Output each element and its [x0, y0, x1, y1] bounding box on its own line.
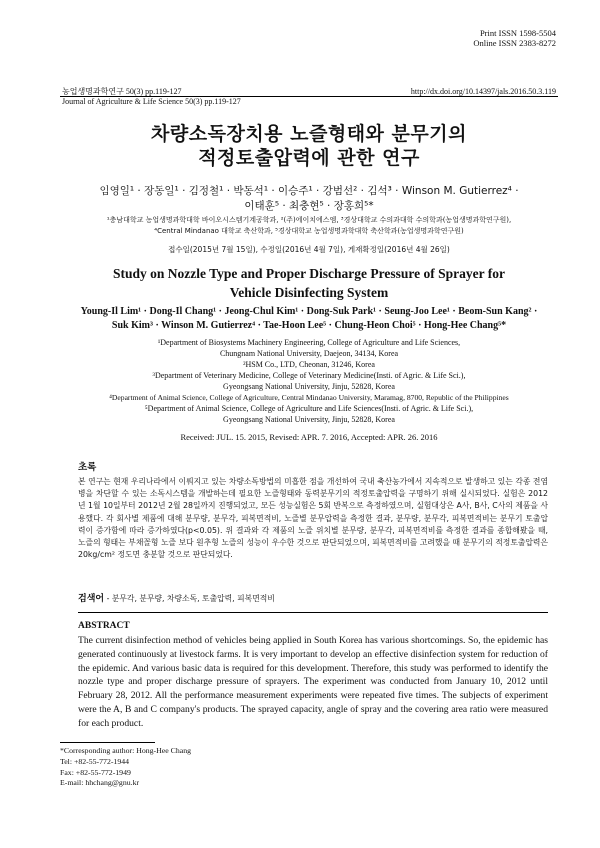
online-issn: Online ISSN 2383-8272: [473, 38, 556, 48]
korean-affiliation-line1: ¹충남대학교 농업생명과학대학 바이오시스템기계공학과, ²(주)에이치에스엠, ³경상대학교 수의과대학 수의학과(농업생명과학연구원),: [106, 216, 512, 224]
english-authors-line1: Young-Il Lim¹ · Dong-Il Chang¹ · Jeong-Chul Kim¹ · Dong-Suk Park¹ · Seung-Joo Lee¹ · Beom-Sun Kang² ·: [80, 306, 538, 317]
abstract-body: The current disinfection method of vehicles being applied in South Korea has various shortcomings. So, the epidemic has generated continuously at livestock farms. It is very important to develop an effective disinfection system for reduction of the epidemic. And various basic data is required for this development. Therefore, this study was performed to identify the nozzle type and proper discharge pressure of sprayers. The experiment was conducted from January 10, 2012 until February 28, 2012. All the performance measurement experiments were repeated five times. The subjects of experiment were the A, B and C company's products. The sprayed capacity, angle of spray and the covering area ratio were measured for each product.: [78, 635, 548, 729]
korean-title-line1: 차량소독장치용 노즐형태와 분무기의: [151, 123, 467, 145]
korean-keywords-list: - 분무각, 분무량, 차량소독, 토출압력, 피복면적비: [106, 594, 275, 603]
english-affiliation-4: ⁴Department of Animal Science, College of Agriculture, Central Mindanao University, Maramag, 8700, Republic of the Philippines: [109, 393, 509, 402]
corresponding-tel: Tel: +82-55-772-1944: [60, 756, 130, 766]
korean-keywords: [78, 591, 548, 604]
english-affiliation-5a: ⁵Department of Animal Science, College of Agriculture and Life Sciences(Insti. of Agric. & Life Sci.),: [144, 404, 474, 413]
english-title-line1: Study on Nozzle Type and Proper Discharge Pressure of Sprayer for: [113, 266, 505, 281]
corresponding-footnote: [60, 746, 191, 789]
doi-link[interactable]: http://dx.doi.org/10.14397/jals.2016.50.3.119: [410, 87, 556, 96]
journal-citation-ko: 농업생명과학연구 50(3) pp.119-127: [62, 87, 182, 96]
corresponding-author: *Corresponding author: Hong-Hee Chang: [60, 746, 192, 755]
korean-title: [60, 122, 558, 170]
abstract-heading: ABSTRACT: [78, 621, 130, 631]
korean-abstract-body: 본 연구는 현재 우리나라에서 이뤄지고 있는 차량소독방법의 미흡한 점을 개선하여 국내 축산농가에서 지속적으로 발생하고 있는 각종 전염병을 차단할 수 있는 소독시스템을 개발하는데 필요한 노즐형태와 동력분무기의 적정토출압력을 구명하기 위해 실시되었다. 실험은 2012년 1월 10일부터 2012년 2월 28일까지 진행되었고, 모든 성능실험은 5회 반복으로 측정하였으며, 실험대상은 A사, B사, C사의 제품을 사용했다. 각 회사별 제품에 대해 분무량, 분무각, 피복면적비, 노즐별 분무압력을 측정한 결과, 분무량, 분무각, 피복면적비는 분무기 토출압력이 증가함에 따라 증가하였다(p<0.05). 위 결과와 각 제품의 노즐 위치별 분무량, 분무각, 피복면적비를 측정한 결과를 종합해봤을 때, 노즐의 형태는 부채꼴형 노즐 보다 원추형 노즐의 성능이 우수한 것으로 판단되었으며, 피복면적비를 고려했을 때 분무기의 적정토출압력은 20kg/cm² 정도면 충분할 것으로 판단되었다.: [78, 477, 548, 560]
english-affiliation-1b: Chungnam National University, Daejeon, 34134, Korea: [219, 349, 399, 358]
corresponding-fax: Fax: +82-55-772-1949: [60, 767, 131, 777]
korean-authors-line2: 이태훈⁵ · 최충현⁵ · 장홍희⁵*: [244, 200, 374, 212]
header-divider: [60, 96, 558, 97]
english-affiliation-3a: ³Department of Veterinary Medicine, College of Veterinary Medicine(Insti. of Agric. & Life Sci.),: [152, 371, 466, 380]
section-divider: [78, 612, 548, 613]
korean-authors-line1: 임영일¹ · 장동일¹ · 김정철¹ · 박동석¹ · 이승주¹ · 강범선² · 김석³ · Winson M. Gutierrez⁴ ·: [99, 185, 519, 197]
journal-citation: [62, 87, 241, 107]
korean-affiliation-line2: ⁴Central Mindanao 대학교 축산학과, ⁵경상대학교 농업생명과학대학 축산학과(농업생명과학연구원): [154, 227, 464, 235]
english-title: [60, 264, 558, 302]
korean-keywords-label: 검색어: [78, 594, 105, 604]
english-title-line2: Vehicle Disinfecting System: [229, 285, 389, 300]
korean-abstract-heading: 초록: [78, 462, 97, 473]
journal-citation-en: Journal of Agriculture & Life Science 50(3) pp.119-127: [62, 97, 241, 106]
english-authors-line2: Suk Kim³ · Winson M. Gutierrez⁴ · Tae-Hoon Lee⁵ · Chung-Heon Choi⁵ · Hong-Hee Chang⁵*: [111, 320, 507, 331]
english-dates: Received: JUL. 15. 2015, Revised: APR. 7. 2016, Accepted: APR. 26. 2016: [180, 432, 438, 442]
footnote-divider: [60, 742, 155, 743]
print-issn: Print ISSN 1598-5504: [479, 28, 556, 38]
korean-title-line2: 적정토출압력에 관한 연구: [198, 147, 420, 169]
issn-block: [473, 28, 556, 48]
english-affiliation-3b: Gyeongsang National University, Jinju, 52828, Korea: [223, 382, 395, 391]
corresponding-email[interactable]: E-mail: hhchang@gnu.kr: [60, 778, 140, 788]
english-affiliation-2: ²HSM Co., LTD, Cheonan, 31246, Korea: [243, 360, 375, 369]
english-affiliation-5b: Gyeongsang National University, Jinju, 52828, Korea: [223, 415, 395, 424]
english-affiliation-1a: ¹Department of Biosystems Machinery Engineering, College of Agriculture and Life Sciences,: [157, 338, 461, 347]
korean-dates: 접수일(2015년 7월 15일), 수정일(2016년 4월 7일), 게재확정일(2016년 4월 26일): [168, 245, 450, 254]
